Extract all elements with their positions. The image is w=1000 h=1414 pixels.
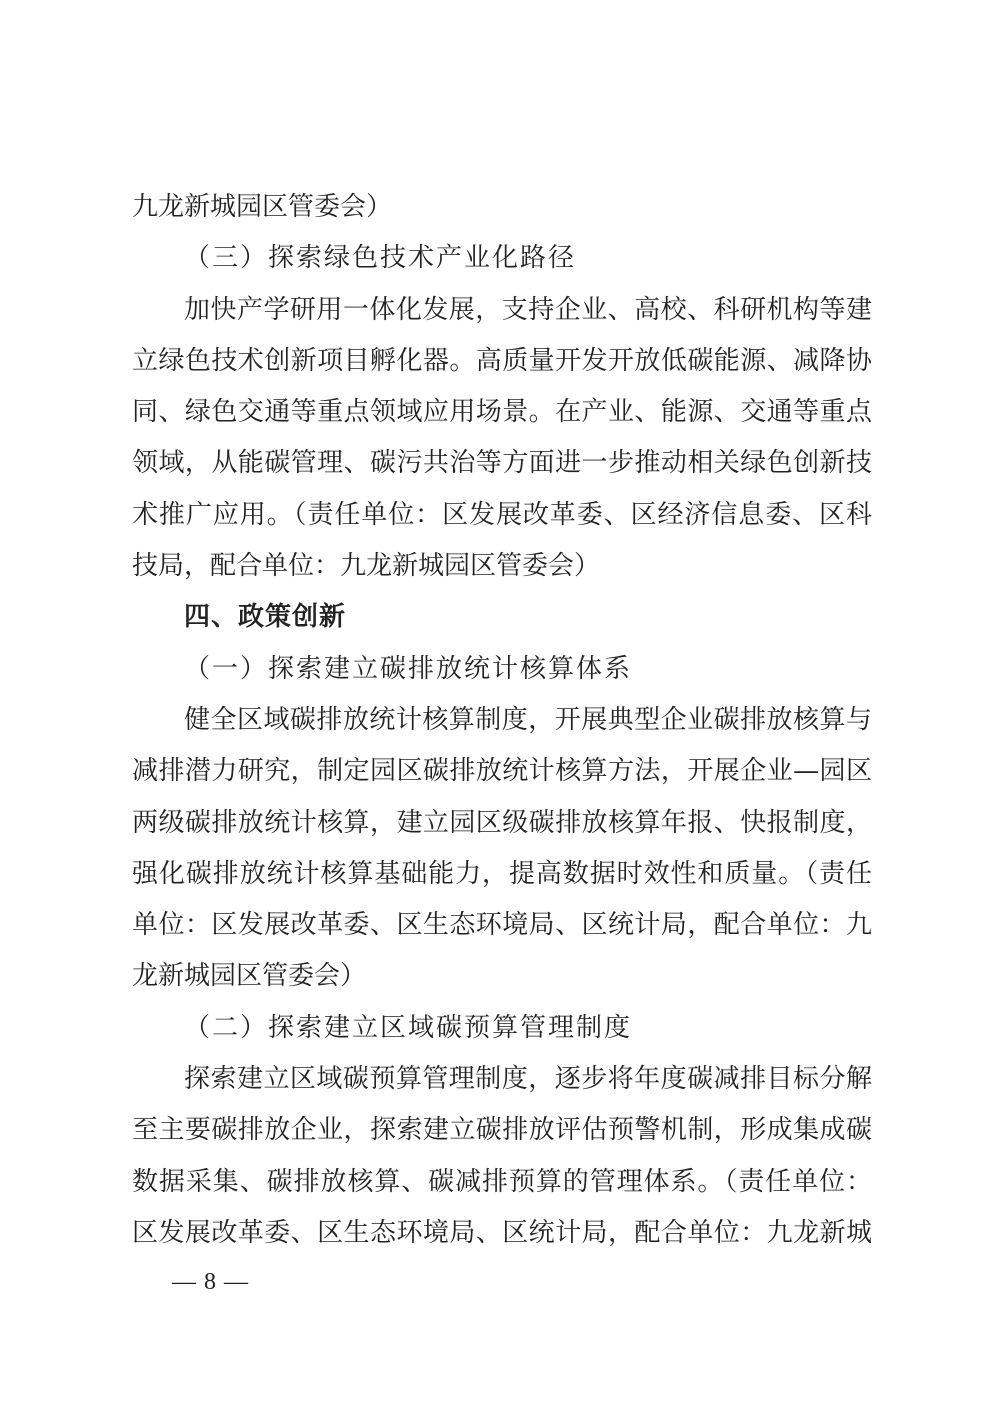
- paragraph-first-line: 健全区域碳排放统计核算制度，开展典型企业碳排放核算与: [184, 704, 872, 735]
- section-subheading: （二）探索建立区域碳预算管理制度: [184, 1012, 633, 1043]
- text-line: 技局，配合单位：九龙新城园区管委会）: [132, 551, 601, 582]
- text-line: 强化碳排放统计核算基础能力，提高数据时效性和质量。（责任: [132, 858, 872, 889]
- section-heading: 四、政策创新: [184, 602, 347, 633]
- section-subheading: （三）探索绿色技术产业化路径: [184, 243, 577, 274]
- text-line: 同、绿色交通等重点领域应用场景。在产业、能源、交通等重点: [132, 397, 872, 428]
- text-line: 单位：区发展改革委、区生态环境局、区统计局，配合单位：九: [132, 910, 872, 941]
- text-line: 两级碳排放统计核算，建立园区级碳排放核算年报、快报制度，: [132, 807, 872, 838]
- text-line: 区发展改革委、区生态环境局、区统计局，配合单位：九龙新城: [132, 1217, 872, 1248]
- text-line: 九龙新城园区管委会）: [132, 192, 393, 222]
- text-line: 数据采集、碳排放核算、碳减排预算的管理体系。（责任单位：: [132, 1166, 872, 1197]
- text-line: 至主要碳排放企业，探索建立碳排放评估预警机制，形成集成碳: [132, 1115, 872, 1146]
- text-line: 领域，从能碳管理、碳污共治等方面进一步推动相关绿色创新技: [132, 448, 872, 479]
- page-number: — 8 —: [172, 1269, 249, 1295]
- text-line: 术推广应用。（责任单位：区发展改革委、区经济信息委、区科: [132, 499, 872, 530]
- text-line: 立绿色技术创新项目孵化器。高质量开发开放低碳能源、减降协: [132, 345, 872, 376]
- text-line: 减排潜力研究，制定园区碳排放统计核算方法，开展企业—园区: [132, 756, 872, 787]
- document-body: [132, 182, 872, 1259]
- paragraph-first-line: 加快产学研用一体化发展，支持企业、高校、科研机构等建: [184, 294, 872, 325]
- section-subheading: （一）探索建立碳排放统计核算体系: [184, 653, 633, 684]
- paragraph-first-line: 探索建立区域碳预算管理制度，逐步将年度碳减排目标分解: [184, 1064, 872, 1095]
- text-line: 龙新城园区管委会）: [132, 961, 367, 992]
